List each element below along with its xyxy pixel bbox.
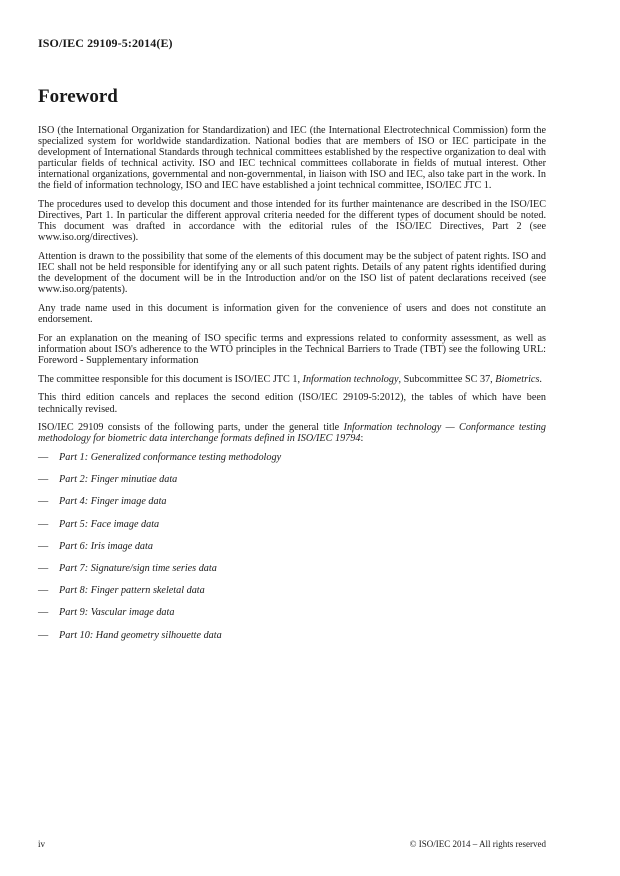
list-item (38, 519, 546, 530)
dash-bullet: — (38, 518, 49, 530)
part-label: Part 7: Signature/sign time series data (59, 562, 217, 574)
foreword-body (38, 125, 546, 652)
dash-bullet: — (38, 474, 49, 486)
dash-bullet: — (38, 607, 49, 619)
paragraph-organizations: ISO (the International Organization for Standardization) and IEC (the International Electrotechnical Commission) form the specialized system for worldwide standardization. National bodies that are members of ISO or IEC participate in the development of International Standards through technical committees established by the respective organization to deal with particular fields of technical activity. ISO and IEC technical committees collaborate in fields of mutual interest. Other international organizations, governmental and non-governmental, in liaison with ISO and IEC, also take part in the work. In the field of information technology, ISO and IEC have established a joint technical committee, ISO/IEC JTC 1. (38, 125, 546, 192)
part-label: Part 8: Finger pattern skeletal data (59, 585, 205, 597)
copyright-notice: © ISO/IEC 2014 – All rights reserved (409, 839, 546, 849)
list-item (38, 607, 546, 618)
part-label: Part 1: Generalized conformance testing methodology (59, 452, 282, 463)
list-item (38, 541, 546, 552)
list-item (38, 452, 546, 463)
committee-period: . (539, 373, 542, 385)
paragraph-committee (38, 374, 546, 385)
list-item (38, 496, 546, 507)
committee-name: Information technology (302, 373, 399, 385)
part-label: Part 10: Hand geometry silhouette data (59, 629, 222, 641)
subcommittee-name: Biometrics (495, 373, 540, 385)
paragraph-procedures: The procedures used to develop this document and those intended for its further maintenance are described in the ISO/IEC Directives, Part 1. In particular the different approval criteria needed for the different types of document should be noted. This document was drafted in accordance with the editorial rules of the ISO/IEC Directives, Part 2 (see www.iso.org/directives). (38, 199, 546, 244)
part-label: Part 6: Iris image data (59, 540, 153, 552)
conformity-text: For an explanation on the meaning of ISO specific terms and expressions related to conformity assessment, as well as information about ISO's adherence to the WTO principles in the Technical Barriers to Trade (TBT) see the following URL: (38, 332, 546, 355)
general-title: Information technology — Conformance testing methodology for biometric data interchange formats defined in ISO/IEC 19794 (38, 422, 546, 445)
paragraph-conformity (38, 333, 546, 366)
page-footer (38, 839, 546, 849)
part-label: Part 2: Finger minutiae data (59, 474, 178, 486)
list-item (38, 585, 546, 596)
dash-bullet: — (38, 496, 49, 508)
committee-text: The committee responsible for this document is ISO/IEC JTC 1, (38, 373, 303, 385)
dash-bullet: — (38, 585, 49, 597)
list-item (38, 563, 546, 574)
dash-bullet: — (38, 540, 49, 552)
section-title: Foreword (38, 86, 118, 107)
paragraph-trade-names: Any trade name used in this document is information given for the convenience of users and does not constitute an endorsement. (38, 303, 546, 326)
paragraph-parts-intro (38, 422, 546, 444)
list-item (38, 474, 546, 485)
parts-intro-text: ISO/IEC 29109 consists of the following parts, under the general title (38, 422, 344, 434)
committee-text-2: , Subcommittee SC 37, (398, 373, 496, 385)
supplementary-info-link[interactable]: Foreword - Supplementary information (38, 355, 199, 367)
dash-bullet: — (38, 629, 49, 641)
parts-list (38, 452, 546, 641)
paragraph-edition: This third edition cancels and replaces the second edition (ISO/IEC 29109-5:2012), the tables of which have been technically revised. (38, 392, 546, 415)
paragraph-patents: Attention is drawn to the possibility that some of the elements of this document may be the subject of patent rights. ISO and IEC shall not be held responsible for identifying any or all such patent rights. Details of any patent rights identified during the development of the document will be in the Introduction and/or on the ISO list of patent declarations received (see www.iso.org/patents). (38, 251, 546, 296)
page-number: iv (38, 839, 46, 849)
part-label: Part 5: Face image data (59, 518, 160, 530)
dash-bullet: — (38, 452, 49, 463)
document-id-header: ISO/IEC 29109-5:2014(E) (38, 36, 173, 50)
part-label: Part 9: Vascular image data (59, 607, 175, 619)
list-item (38, 630, 546, 641)
parts-intro-colon: : (360, 433, 364, 445)
dash-bullet: — (38, 562, 49, 574)
part-label: Part 4: Finger image data (59, 496, 167, 508)
